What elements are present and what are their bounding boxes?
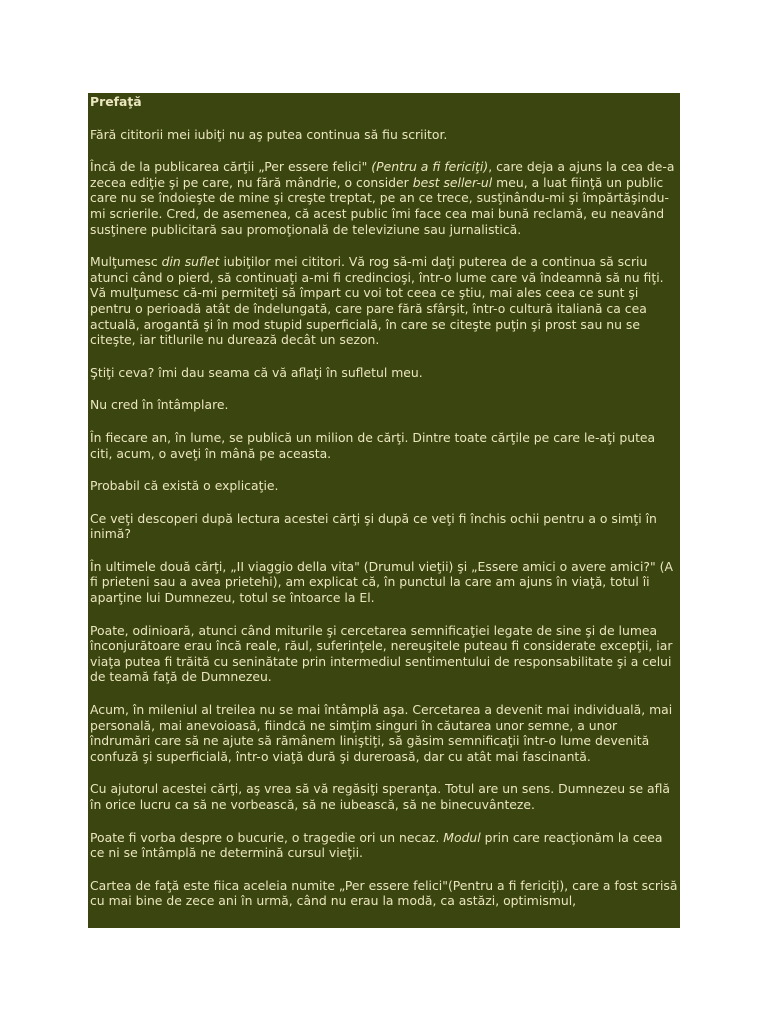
text-run: , care deja a ajuns la cea de-a zecea ediţie şi pe care, nu fără mândrie, o consider: [90, 159, 675, 190]
text-run: prin care reacţionăm la ceea ce ni se întâmplă ne determină cursul vieţii.: [90, 829, 663, 861]
paragraph: [90, 127, 680, 143]
paragraph: [90, 878, 680, 909]
text-run: Mulţumesc: [90, 254, 162, 270]
paragraph: [90, 254, 680, 348]
text-run: Încă de la publicarea cărţii „Per essere felici": [90, 159, 372, 175]
paragraph: [90, 702, 680, 764]
text-run: Cartea de faţă este fiica aceleia numite „Per essere felici"(Pentru a fi fericiţi), care a fost scrisă cu mai bine de zece ani în urmă, când nu erau la modă, ca astăzi, optimismul,: [90, 877, 678, 909]
text-run: Poate, odinioară, atunci când miturile şi cercetarea semnificaţiei legate de sine şi de lumea înconjurătoare erau încă reale, răul, suferinţele, nereuşitele puteau fi considerate excepţii, iar viaţa putea fi trăită cu seninătate prin intermediul sentimentului de responsabilitate şi a celui de teamă faţă de Dumnezeu.: [90, 622, 673, 685]
paragraph: [90, 781, 680, 812]
paragraph: [90, 559, 680, 606]
paragraph: [90, 478, 680, 494]
paragraph: [90, 159, 680, 237]
text-run: În fiecare an, în lume, se publică un milion de cărţi. Dintre toate cărţile pe care le-aţi putea citi, acum, o aveţi în mână pe aceasta.: [90, 429, 656, 461]
text-run: Probabil că există o explicaţie.: [90, 478, 279, 494]
document-title: Prefaţă: [90, 94, 142, 109]
paragraph: [90, 623, 680, 685]
text-run: Poate fi vorba despre o bucurie, o tragedie ori un necaz.: [90, 829, 444, 845]
italic-text-run: (Pentru a fi fericiţi): [371, 159, 489, 175]
italic-text-run: Modul: [443, 829, 481, 845]
paragraph: [90, 511, 680, 542]
text-run: Ce veţi descoperi după lectura acestei cărţi şi după ce veţi fi închis ochii pentru a o simţi în inimă?: [90, 510, 657, 542]
paragraph: [90, 830, 680, 861]
text-run: Ştiţi ceva? îmi dau seama că vă aflaţi în sufletul meu.: [90, 364, 423, 380]
paragraph: [90, 397, 680, 413]
text-run: meu, a luat fiinţă un public care nu se îndoieşte de mine şi creşte treptat, pe an ce trece, susţinându-mi şi împărtăşindu-mi scrierile. Cred, de asemenea, că acest public îmi face cea mai bună reclamă, eu neavând susţinere publicitară sau promoţională de televiziune sau jurnalistică.: [90, 174, 669, 237]
italic-text-run: din suflet: [161, 254, 220, 270]
italic-text-run: best seller-ul: [412, 174, 493, 190]
text-run: În ultimele două cărţi, „II viaggio della vita" (Drumul vieţii) şi „Essere amici o avere amici?" (A fi prieteni sau a avea prietehi), am explicat că, în punctul la care am ajuns în viaţă, totul îi aparţine lui Dumnezeu, totul se întoarce la El.: [90, 558, 673, 606]
text-run: Acum, în mileniul al treilea nu se mai întâmplă aşa. Cercetarea a devenit mai individuală, mai personală, mai anevoioasă, fiindcă ne simţim singuri în căutarea unor semne, a unor îndrumări care să ne ajute să rămânem liniştiţi, să găsim semnificaţii într-o lume devenită confuză şi superficială, într-o viaţă dură şi dureroasă, dar cu atât mai fascinantă.: [90, 702, 673, 764]
text-run: iubiţilor mei cititori. Vă rog să-mi daţi puterea de a continua să scriu atunci când o pierd, să continuaţi a-mi fi credincioşi, într-o lume care vă îndeamnă să nu fiţi. Vă mulţumesc că-mi permiteţi să împart cu voi tot ceea ce ştiu, mai ales ceea ce sunt şi pentru o perioadă atât de îndelungată, care pare fără sfârşit, într-o cultură italiană ca cea actuală, arogantă şi în mod stupid superficială, în care se citeşte puţin şi prost sau nu se citeşte, iar titlurile nu durează decât un sezon.: [90, 254, 664, 348]
document-body: [88, 93, 680, 909]
text-run: Cu ajutorul acestei cărţi, aş vrea să vă regăsiţi speranţa. Totul are un sens. Dumnezeu se află în orice lucru ca să ne vorbească, să ne iubească, să ne binecuvânteze.: [90, 781, 671, 812]
document-page: [88, 93, 680, 928]
text-run: Nu cred în întâmplare.: [90, 397, 229, 413]
paragraph: [90, 430, 680, 461]
paragraph: [90, 365, 680, 381]
paragraph-list: [90, 127, 680, 909]
text-run: Fără cititorii mei iubiţi nu aş putea continua să fiu scriitor.: [90, 126, 448, 142]
